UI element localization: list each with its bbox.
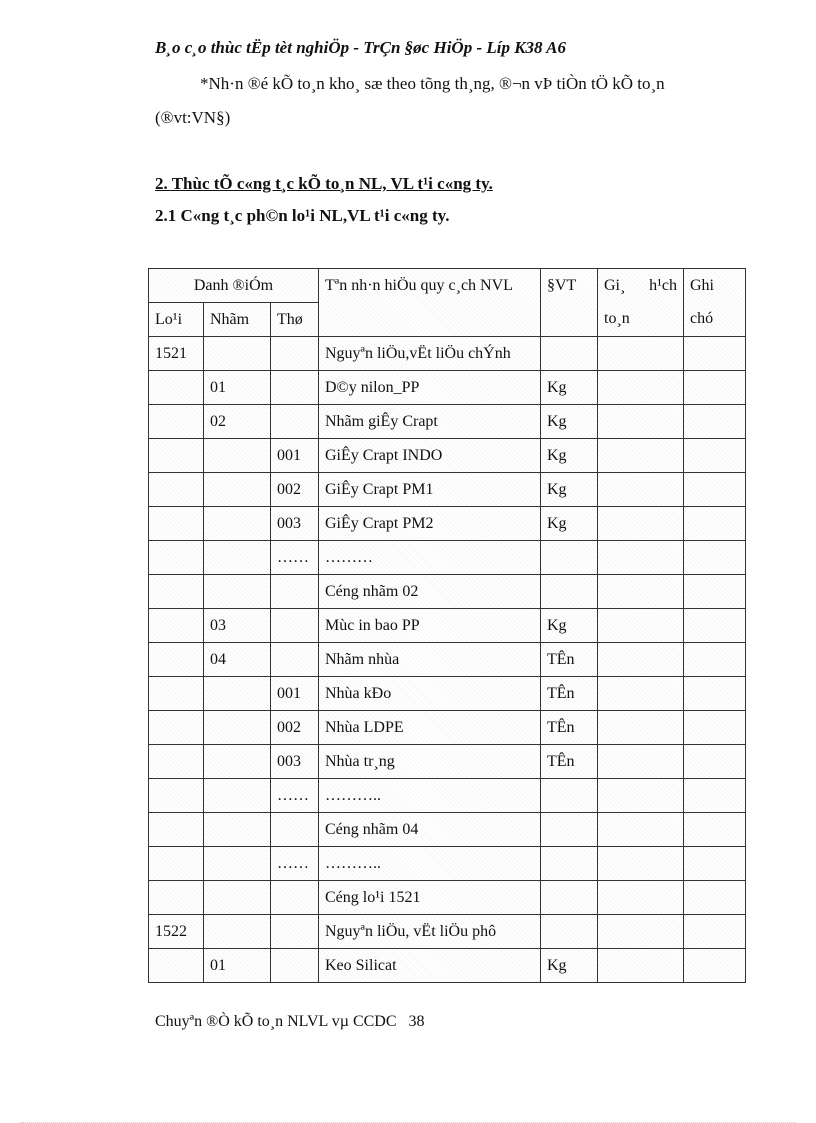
cell-nhom: 01: [204, 371, 271, 405]
cell-loai: [149, 575, 204, 609]
cell-nhom: [204, 473, 271, 507]
cell-thu: [271, 915, 319, 949]
cell-nhom: [204, 779, 271, 813]
cell-ghi-chu: [684, 405, 746, 439]
cell-loai: [149, 847, 204, 881]
page-number: 38: [408, 1013, 425, 1030]
table-row: [149, 881, 746, 915]
cell-ten: Nhãm nhùa: [319, 643, 541, 677]
cell-loai: [149, 711, 204, 745]
cell-nhom: [204, 915, 271, 949]
cell-ten: Céng lo¹i 1521: [319, 881, 541, 915]
cell-thu: 001: [271, 677, 319, 711]
paragraph-line-1: *Nh·n ®é kÕ to¸n kho¸ sæ theo tõng th¸ng, ®¬n vÞ tiÒn tÖ kÕ to¸n: [200, 74, 665, 93]
cell-ghi-chu: [684, 779, 746, 813]
table-row: [149, 337, 746, 371]
cell-dvt: [541, 337, 598, 371]
cell-dvt: Kg: [541, 949, 598, 983]
cell-thu: [271, 405, 319, 439]
cell-ten: Mùc in bao PP: [319, 609, 541, 643]
cell-ghi-chu: [684, 507, 746, 541]
section-heading-2-1: 2.1 C«ng t¸c ph©n lo¹i NL,VL t¹i c«ng ty.: [155, 206, 450, 225]
cell-dvt: Kg: [541, 405, 598, 439]
table-row: [149, 915, 746, 949]
table-row: [149, 677, 746, 711]
cell-dvt: Kg: [541, 371, 598, 405]
page-footer: [155, 1013, 425, 1031]
cell-dvt: Kg: [541, 507, 598, 541]
cell-loai: [149, 813, 204, 847]
cell-nhom: [204, 507, 271, 541]
cell-gia: [598, 337, 684, 371]
cell-nhom: [204, 813, 271, 847]
cell-ghi-chu: [684, 813, 746, 847]
cell-loai: [149, 405, 204, 439]
cell-gia: [598, 575, 684, 609]
cell-nhom: [204, 847, 271, 881]
cell-loai: 1521: [149, 337, 204, 371]
cell-ten: Nguyªn liÖu, vËt liÖu phô: [319, 915, 541, 949]
cell-thu: [271, 949, 319, 983]
cell-gia: [598, 949, 684, 983]
cell-thu: [271, 881, 319, 915]
cell-ghi-chu: [684, 847, 746, 881]
table-row: [149, 507, 746, 541]
cell-gia: [598, 473, 684, 507]
cell-thu: ……: [271, 541, 319, 575]
cell-ten: GiÊy Crapt PM2: [319, 507, 541, 541]
cell-loai: 1522: [149, 915, 204, 949]
cell-thu: 003: [271, 745, 319, 779]
cell-loai: [149, 881, 204, 915]
cell-nhom: 03: [204, 609, 271, 643]
cell-thu: [271, 337, 319, 371]
header-loai: Lo¹i: [149, 303, 204, 337]
cell-loai: [149, 541, 204, 575]
cell-loai: [149, 949, 204, 983]
table-row: [149, 371, 746, 405]
cell-loai: [149, 643, 204, 677]
cell-loai: [149, 609, 204, 643]
cell-loai: [149, 439, 204, 473]
cell-gia: [598, 439, 684, 473]
cell-gia: [598, 779, 684, 813]
header-ghi-chu: Ghi chó: [684, 269, 746, 337]
cell-dvt: TÊn: [541, 677, 598, 711]
table-row: [149, 609, 746, 643]
cell-thu: [271, 643, 319, 677]
cell-thu: 002: [271, 711, 319, 745]
cell-ten: ………: [319, 541, 541, 575]
cell-dvt: TÊn: [541, 643, 598, 677]
cell-nhom: [204, 337, 271, 371]
cell-ghi-chu: [684, 881, 746, 915]
cell-ten: ………..: [319, 847, 541, 881]
cell-ten: Nhãm giÊy Crapt: [319, 405, 541, 439]
cell-ghi-chu: [684, 711, 746, 745]
cell-loai: [149, 473, 204, 507]
table-row: [149, 541, 746, 575]
cell-loai: [149, 677, 204, 711]
cell-gia: [598, 609, 684, 643]
cell-ghi-chu: [684, 541, 746, 575]
cell-gia: [598, 371, 684, 405]
material-classification-table: [148, 268, 746, 983]
cell-nhom: [204, 439, 271, 473]
cell-dvt: [541, 915, 598, 949]
table-header-row: [149, 269, 746, 303]
table-row: [149, 575, 746, 609]
cell-loai: [149, 745, 204, 779]
header-thu: Thø: [271, 303, 319, 337]
cell-nhom: 02: [204, 405, 271, 439]
cell-ten: GiÊy Crapt INDO: [319, 439, 541, 473]
cell-nhom: [204, 881, 271, 915]
cell-ghi-chu: [684, 949, 746, 983]
cell-dvt: [541, 575, 598, 609]
cell-thu: 001: [271, 439, 319, 473]
table-row: [149, 813, 746, 847]
table-row: [149, 949, 746, 983]
section-heading-2: 2. Thùc tÕ c«ng t¸c kÕ to¸n NL, VL t¹i c«ng ty.: [155, 174, 493, 193]
table-row: [149, 473, 746, 507]
cell-gia: [598, 915, 684, 949]
cell-ten: Céng nhãm 04: [319, 813, 541, 847]
cell-thu: [271, 609, 319, 643]
cell-dvt: [541, 779, 598, 813]
cell-gia: [598, 813, 684, 847]
cell-loai: [149, 507, 204, 541]
cell-ten: Nhùa tr¸ng: [319, 745, 541, 779]
cell-ghi-chu: [684, 371, 746, 405]
cell-ghi-chu: [684, 473, 746, 507]
cell-ghi-chu: [684, 439, 746, 473]
cell-thu: 003: [271, 507, 319, 541]
cell-thu: [271, 371, 319, 405]
cell-ghi-chu: [684, 609, 746, 643]
cell-gia: [598, 881, 684, 915]
cell-ten: Nguyªn liÖu,vËt liÖu chÝnh: [319, 337, 541, 371]
cell-thu: [271, 575, 319, 609]
cell-ghi-chu: [684, 575, 746, 609]
table-row: [149, 439, 746, 473]
cell-dvt: Kg: [541, 473, 598, 507]
table-row: [149, 745, 746, 779]
cell-dvt: Kg: [541, 609, 598, 643]
table-row: [149, 643, 746, 677]
cell-ten: Nhùa LDPE: [319, 711, 541, 745]
cell-loai: [149, 779, 204, 813]
cell-gia: [598, 405, 684, 439]
footer-text: Chuyªn ®Ò kÕ to¸n NLVL vµ CCDC: [155, 1013, 397, 1030]
cell-nhom: [204, 745, 271, 779]
cell-ten: Nhùa kÐo: [319, 677, 541, 711]
table-row: [149, 779, 746, 813]
cell-thu: ……: [271, 779, 319, 813]
paragraph-line-2: (®vt:VN§): [155, 108, 231, 127]
cell-gia: [598, 745, 684, 779]
cell-ghi-chu: [684, 915, 746, 949]
cell-ten: D©y nilon_PP: [319, 371, 541, 405]
table-row: [149, 405, 746, 439]
cell-ten: Céng nhãm 02: [319, 575, 541, 609]
cell-dvt: TÊn: [541, 711, 598, 745]
cell-ghi-chu: [684, 745, 746, 779]
cell-dvt: [541, 541, 598, 575]
cell-gia: [598, 541, 684, 575]
cell-thu: ……: [271, 847, 319, 881]
cell-ten: GiÊy Crapt PM1: [319, 473, 541, 507]
cell-gia: [598, 643, 684, 677]
cell-ten: Keo Silicat: [319, 949, 541, 983]
cell-ten: ………..: [319, 779, 541, 813]
header-nhom: Nhãm: [204, 303, 271, 337]
cell-nhom: [204, 677, 271, 711]
cell-ghi-chu: [684, 337, 746, 371]
table-row: [149, 711, 746, 745]
cell-dvt: [541, 847, 598, 881]
header-gia: Gi¸ h¹ch to¸n: [598, 269, 684, 337]
cell-nhom: [204, 711, 271, 745]
header-ten: Tªn nh·n hiÖu quy c¸ch NVL: [319, 269, 541, 337]
cell-nhom: 01: [204, 949, 271, 983]
cell-thu: 002: [271, 473, 319, 507]
cell-dvt: TÊn: [541, 745, 598, 779]
cell-dvt: [541, 813, 598, 847]
cell-ghi-chu: [684, 643, 746, 677]
cell-gia: [598, 847, 684, 881]
header-danh-diem: Danh ®iÓm: [149, 269, 319, 303]
header-dvt: §VT: [541, 269, 598, 337]
cell-dvt: Kg: [541, 439, 598, 473]
cell-loai: [149, 371, 204, 405]
cell-thu: [271, 813, 319, 847]
page-header: B¸o c¸o thùc tËp tèt nghiÖp - TrÇn §øc HiÖp - Líp K38 A6: [155, 38, 567, 57]
cell-nhom: [204, 541, 271, 575]
cell-gia: [598, 677, 684, 711]
cell-gia: [598, 711, 684, 745]
cell-nhom: [204, 575, 271, 609]
cell-gia: [598, 507, 684, 541]
cell-ghi-chu: [684, 677, 746, 711]
cell-dvt: [541, 881, 598, 915]
table-row: [149, 847, 746, 881]
cell-nhom: 04: [204, 643, 271, 677]
